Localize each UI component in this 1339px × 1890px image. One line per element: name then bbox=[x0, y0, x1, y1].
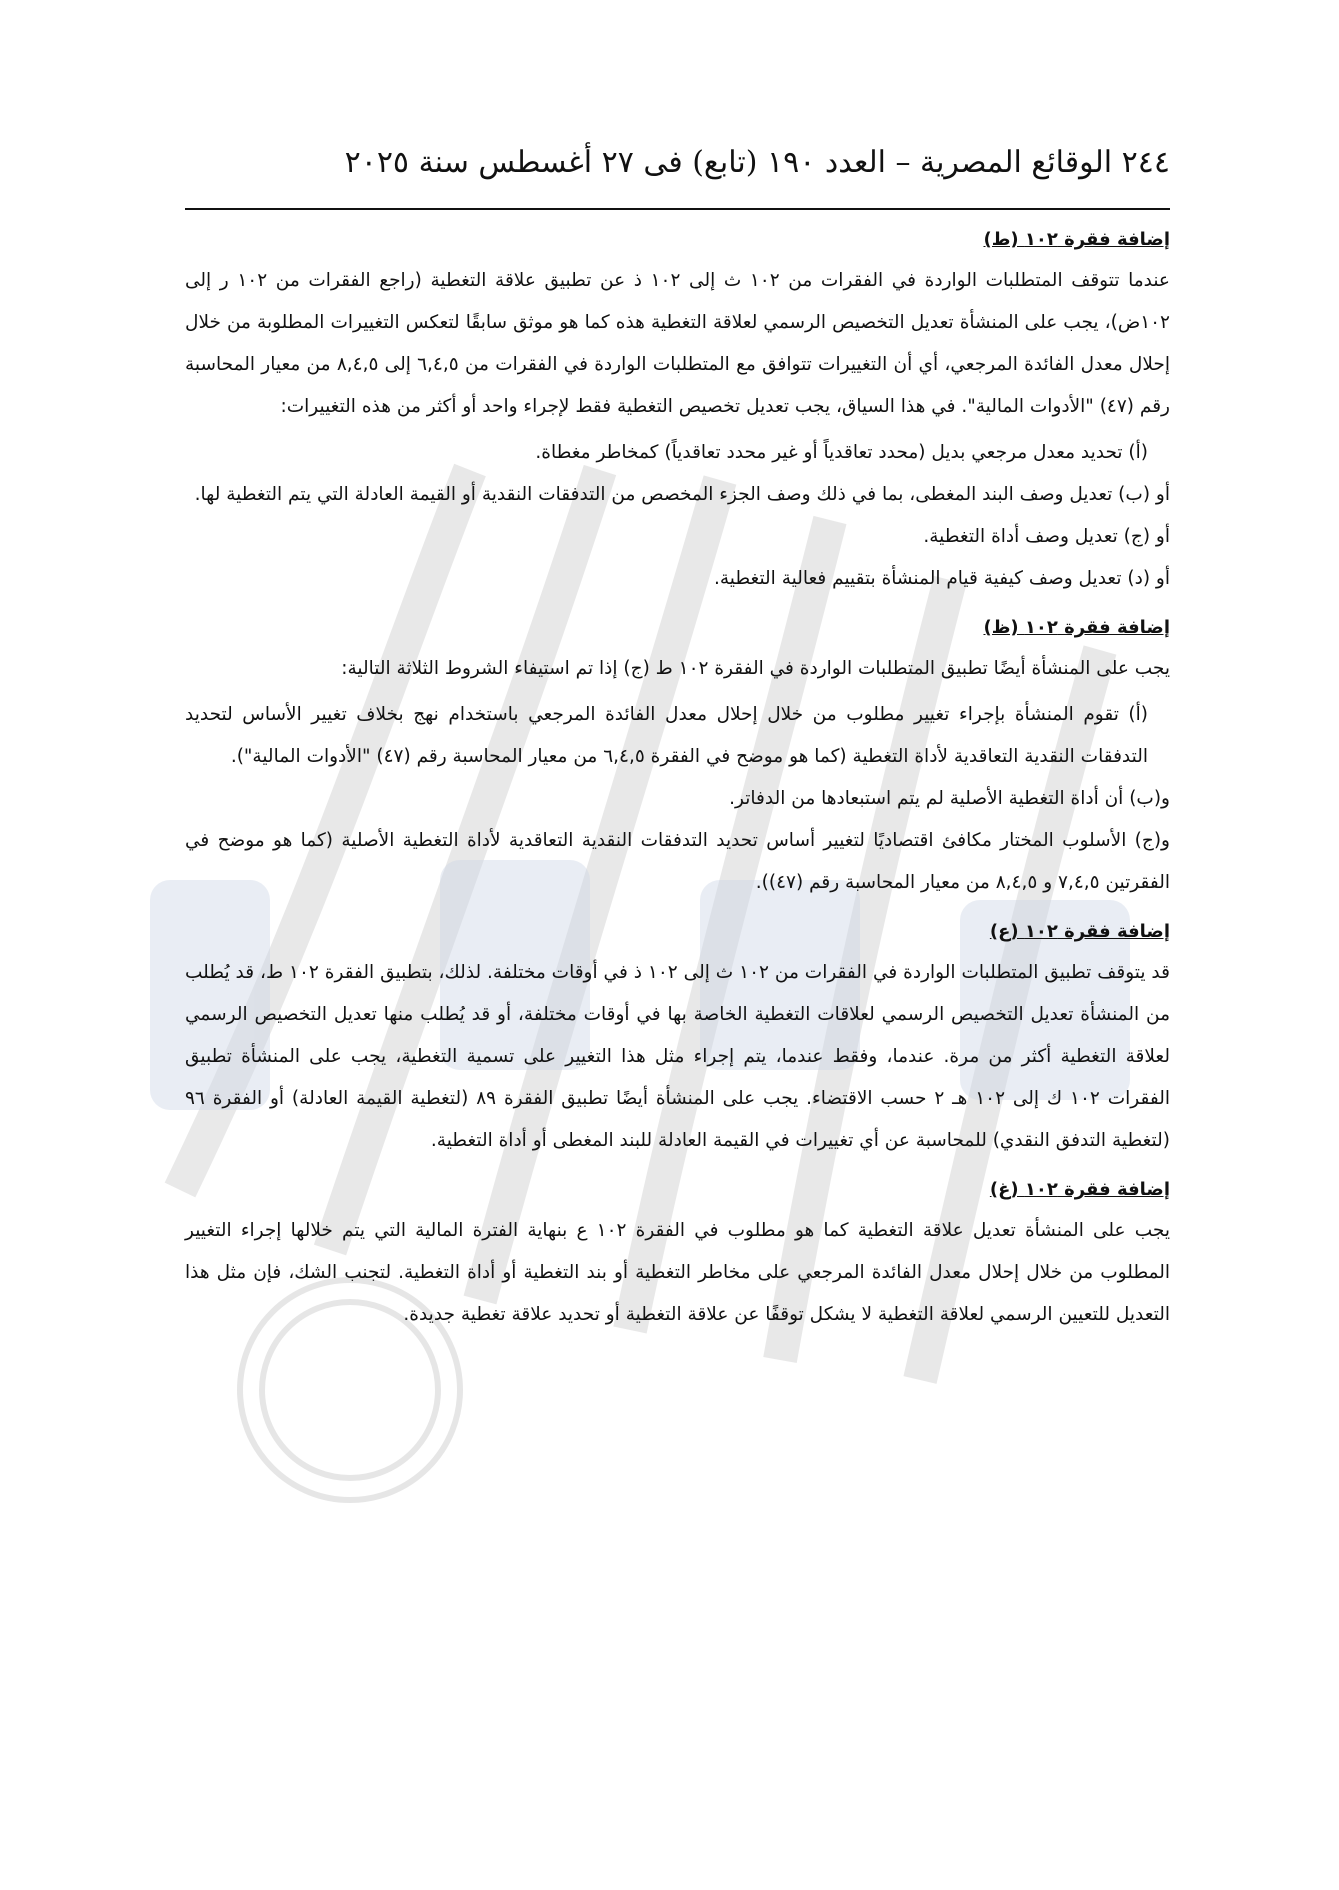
header-rule bbox=[185, 208, 1170, 210]
section-102-ain bbox=[185, 918, 1170, 1162]
list-item: أو (د) تعديل وصف كيفية قيام المنشأة بتقييم فعالية التغطية. bbox=[713, 568, 1170, 589]
list-item: (أ) تحديد معدل مرجعي بديل (محدد تعاقدياً أو غير محدد تعاقدياً) كمخاطر مغطاة. bbox=[535, 442, 1148, 463]
section-paragraph: قد يتوقف تطبيق المتطلبات الواردة في الفقرات من ١٠٢ ث إلى ١٠٢ ذ في أوقات مختلفة. لذلك، بتطبيق الفقرة ١٠٢ ط، قد يُطلب من المنشأة تعديل التخصيص الرسمي لعلاقات التغطية الخاصة بها في أوقات مختلفة، أو قد يُطلب منها تعديل التخصيص الرسمي لعلاقة التغطية أكثر من مرة. عندما، وفقط عندما، يتم إجراء مثل هذا التغيير على تسمية التغطية، يجب على المنشأة تطبيق الفقرات ١٠٢ ك إلى ١٠٢ هـ ٢ حسب الاقتضاء. يجب على المنشأة أيضًا تطبيق الفقرة ٨٩ (لتغطية القيمة العادلة) أو الفقرة ٩٦ (لتغطية التدفق النقدي) للمحاسبة عن أي تغييرات في القيمة العادلة للبند المغطى أو أداة التغطية. bbox=[185, 962, 1170, 1151]
page-header: ٢٤٤ الوقائع المصرية – العدد ١٩٠ (تابع) فى ٢٧ أغسطس سنة ٢٠٢٥ bbox=[344, 145, 1170, 180]
section-paragraph: يجب على المنشأة أيضًا تطبيق المتطلبات الواردة في الفقرة ١٠٢ ط (ج) إذا تم استيفاء الشروط الثلاثة التالية: bbox=[341, 658, 1170, 679]
section-heading: إضافة فقرة ١٠٢ (ظ) bbox=[983, 617, 1170, 638]
list-item: أو (ج) تعديل وصف أداة التغطية. bbox=[923, 526, 1170, 547]
section-102-za bbox=[185, 614, 1170, 904]
list-item: أو (ب) تعديل وصف البند المغطى، بما في ذلك وصف الجزء المخصص من التدفقات النقدية أو القيمة العادلة التي يتم التغطية لها. bbox=[194, 484, 1170, 505]
section-heading: إضافة فقرة ١٠٢ (غ) bbox=[989, 1179, 1170, 1200]
section-heading: إضافة فقرة ١٠٢ (ع) bbox=[989, 921, 1170, 942]
document-page bbox=[185, 140, 1170, 1350]
section-heading: إضافة فقرة ١٠٢ (ط) bbox=[983, 229, 1170, 250]
section-paragraph: يجب على المنشأة تعديل علاقة التغطية كما هو مطلوب في الفقرة ١٠٢ ع بنهاية الفترة المالية التي يتم خلالها إجراء التغيير المطلوب من خلال إحلال معدل الفائدة المرجعي على مخاطر التغطية أو بند التغطية أو أداة التغطية. لتجنب الشك، فإن مثل هذا التعديل للتعيين الرسمي لعلاقة التغطية لا يشكل توقفًا عن علاقة التغطية أو تحديد علاقة تغطية جديدة. bbox=[185, 1220, 1170, 1325]
section-paragraph: عندما تتوقف المتطلبات الواردة في الفقرات من ١٠٢ ث إلى ١٠٢ ذ عن تطبيق علاقة التغطية (راجع الفقرات من ١٠٢ ر إلى ١٠٢ض)، يجب على المنشأة تعديل التخصيص الرسمي لعلاقة التغطية هذه كما هو موثق سابقًا لتعكس التغييرات المطلوبة من خلال إحلال معدل الفائدة المرجعي، أي أن التغييرات تتوافق مع المتطلبات الواردة في الفقرات من ٦,٤,٥ إلى ٨,٤,٥ من معيار المحاسبة رقم (٤٧) "الأدوات المالية". في هذا السياق، يجب تعديل تخصيص التغطية فقط لإجراء واحد أو أكثر من هذه التغييرات: bbox=[185, 270, 1170, 417]
section-102-ta bbox=[185, 226, 1170, 600]
section-102-ghain bbox=[185, 1176, 1170, 1336]
list-item: (أ) تقوم المنشأة بإجراء تغيير مطلوب من خلال إحلال معدل الفائدة المرجعي باستخدام نهج بخلاف تغيير الأساس لتحديد التدفقات النقدية التعاقدية لأداة التغطية (كما هو موضح في الفقرة ٦,٤,٥ من معيار المحاسبة رقم (٤٧) "الأدوات المالية"). bbox=[185, 704, 1148, 767]
list-item: و(ج) الأسلوب المختار مكافئ اقتصاديًا لتغيير أساس تحديد التدفقات النقدية التعاقدية لأداة التغطية الأصلية (كما هو موضح في الفقرتين ٧,٤,٥ و ٨,٤,٥ من معيار المحاسبة رقم (٤٧)). bbox=[185, 830, 1170, 893]
list-item: و(ب) أن أداة التغطية الأصلية لم يتم استبعادها من الدفاتر. bbox=[729, 788, 1170, 809]
